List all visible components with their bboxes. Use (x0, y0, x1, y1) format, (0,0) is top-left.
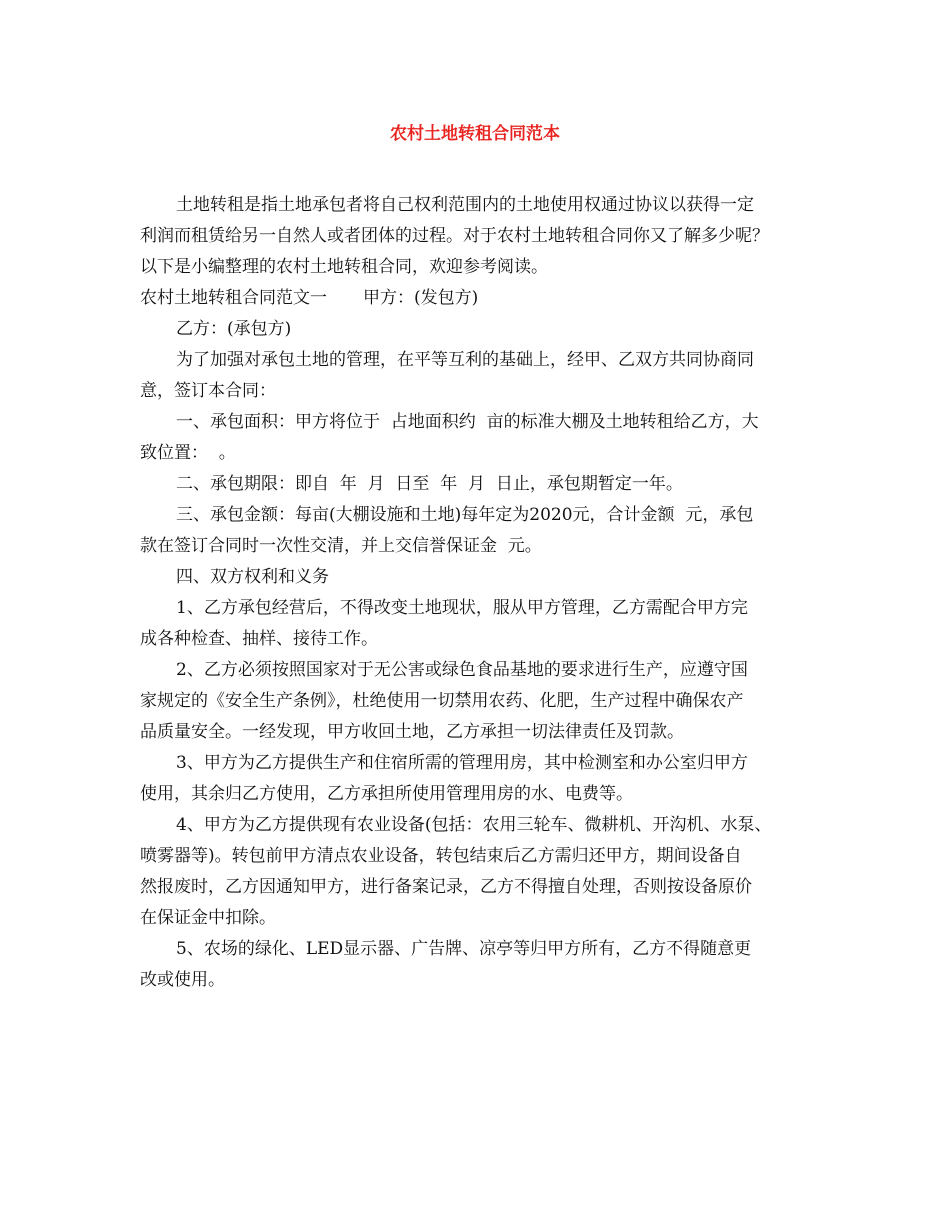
paragraph-line: 意，签订本合同： (140, 381, 276, 401)
paragraph-line: 以下是小编整理的农村土地转租合同，欢迎参考阅读。 (140, 257, 548, 277)
clause-term-line: 二、承包期限：即自 年 月 日至 年 月 日止，承包期暂定一年。 (176, 474, 683, 494)
document-title: 农村土地转租合同范本 (390, 124, 560, 144)
clause-area-line: 致位置： 。 (140, 443, 236, 463)
paragraph-line-combined (140, 283, 812, 314)
paragraph-line: 为了加强对承包土地的管理，在平等互利的基础上，经甲、乙双方共同协商同 (176, 350, 754, 370)
clause-line: 3、甲方为乙方提供生产和住宿所需的管理用房，其中检测室和办公室归甲方 (176, 753, 748, 773)
clause-line: 然报废时，乙方因通知甲方，进行备案记录，乙方不得擅自处理，否则按设备原价 (140, 877, 752, 897)
clause-line: 家规定的《安全生产条例》，杜绝使用一切禁用农药、化肥，生产过程中确保农产 (140, 691, 744, 711)
section-heading: 四、双方权利和义务 (176, 567, 329, 587)
party-b-label: 乙方：(承包方) (176, 319, 292, 339)
clause-line: 2、乙方必须按照国家对于无公害或绿色食品基地的要求进行生产，应遵守国 (176, 660, 748, 680)
clause-amount-line: 款在签订合同时一次性交清，并上交信誉保证金 元。 (140, 536, 542, 556)
paragraph-line: 土地转租是指土地承包者将自己权利范围内的土地使用权通过协议以获得一定 (176, 195, 754, 215)
clause-line: 1、乙方承包经营后，不得改变土地现状，服从甲方管理，乙方需配合甲方完 (176, 598, 748, 618)
clause-line: 在保证金中扣除。 (140, 908, 276, 928)
clause-line: 品质量安全。一经发现，甲方收回土地，乙方承担一切法律责任及罚款。 (140, 722, 684, 742)
party-a-label: 甲方：(发包方) (363, 288, 479, 308)
clause-line: 4、甲方为乙方提供现有农业设备(包括：农用三轮车、微耕机、开沟机、水泵、 (176, 815, 772, 835)
paragraph-line: 利润而租赁给另一自然人或者团体的过程。对于农村土地转租合同你又了解多少呢？ (140, 226, 769, 246)
clause-line: 成各种检查、抽样、接待工作。 (140, 629, 378, 649)
clause-line: 使用，其余归乙方使用，乙方承担所使用管理用房的水、电费等。 (140, 784, 633, 804)
sample-heading: 农村土地转租合同范文一 (140, 288, 327, 308)
document-body (140, 190, 812, 996)
clause-line: 喷雾器等)。转包前甲方清点农业设备，转包结束后乙方需归还甲方，期间设备自 (140, 846, 742, 866)
clause-line: 5、农场的绿化、LED显示器、广告牌、凉亭等归甲方所有，乙方不得随意更 (176, 939, 752, 959)
clause-line: 改或使用。 (140, 970, 225, 990)
clause-area-line: 一、承包面积：甲方将位于 占地面积约 亩的标准大棚及土地转租给乙方，大 (176, 412, 759, 432)
clause-amount-line: 三、承包金额：每亩(大棚设施和土地)每年定为2020元，合计金额 元，承包 (176, 505, 754, 525)
